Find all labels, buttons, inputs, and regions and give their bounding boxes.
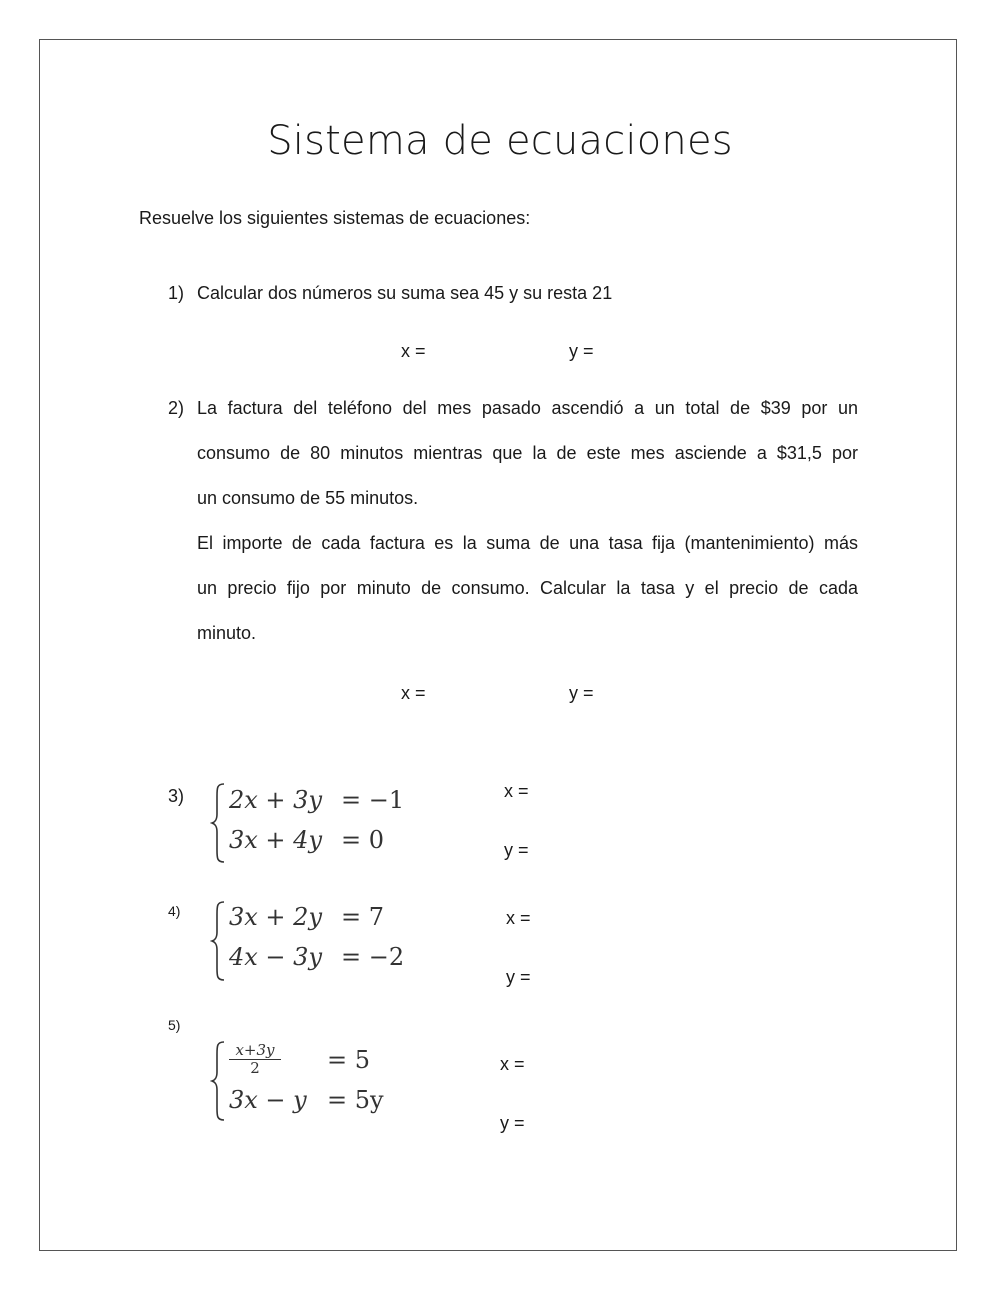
equation-lhs: 2x + 3y [229, 786, 322, 814]
problem-2-line: un consumo de 55 minutos. [197, 488, 419, 508]
problem-3-y-answer[interactable]: y = [504, 840, 529, 860]
equation-rhs: = −2 [341, 943, 405, 971]
problem-2-text [197, 386, 858, 656]
problem-2-line: consumo de 80 minutos mientras que la de este mes asciende a $31,5 por [197, 443, 858, 463]
problem-5-x-answer[interactable]: x = [500, 1054, 525, 1074]
equation-rhs: = 7 [341, 903, 385, 931]
problem-4-y-answer[interactable]: y = [506, 967, 531, 987]
left-brace [210, 1040, 226, 1122]
problem-2-x-answer[interactable]: x = [401, 683, 426, 703]
problem-2-line: La factura del teléfono del mes pasado ascendió a un total de $39 por un [197, 398, 858, 418]
left-brace [210, 900, 226, 982]
problem-1-x-answer[interactable]: x = [401, 341, 426, 361]
page-title: Sistema de ecuaciones [267, 118, 733, 164]
fraction-denominator: 2 [250, 1059, 260, 1077]
equation-rhs: = 0 [341, 826, 385, 854]
fraction-numerator: x+3y [229, 1042, 281, 1060]
problem-2-line: El importe de cada factura es la suma de una tasa fija (mantenimiento) más [197, 533, 858, 553]
equation-lhs: 3x + 4y [229, 826, 322, 854]
equation-rhs: = 5 [327, 1046, 371, 1074]
problem-1-text: Calcular dos números su suma sea 45 y su resta 21 [197, 283, 613, 303]
equation-lhs: 3x + 2y [229, 903, 322, 931]
problem-1-y-answer[interactable]: y = [569, 341, 594, 361]
problem-5-number: 5) [168, 1017, 181, 1033]
problem-1-number: 1) [168, 283, 185, 303]
equation-rhs: = −1 [341, 786, 405, 814]
problem-3-number: 3) [168, 786, 185, 806]
problem-2-line: un precio fijo por minuto de consumo. Calcular la tasa y el precio de cada [197, 578, 858, 598]
equation-lhs: 3x − y [229, 1086, 307, 1114]
fraction [229, 1042, 281, 1077]
problem-2-number: 2) [168, 398, 185, 418]
equation-lhs: 4x − 3y [229, 943, 322, 971]
equation-rhs: = 5y [327, 1086, 384, 1114]
left-brace [210, 782, 226, 864]
problem-4-x-answer[interactable]: x = [506, 908, 531, 928]
problem-3-x-answer[interactable]: x = [504, 781, 529, 801]
instructions: Resuelve los siguientes sistemas de ecuaciones: [139, 208, 531, 228]
problem-2-y-answer[interactable]: y = [569, 683, 594, 703]
problem-2-line: minuto. [197, 623, 257, 643]
problem-5-y-answer[interactable]: y = [500, 1113, 525, 1133]
problem-4-number: 4) [168, 903, 181, 919]
